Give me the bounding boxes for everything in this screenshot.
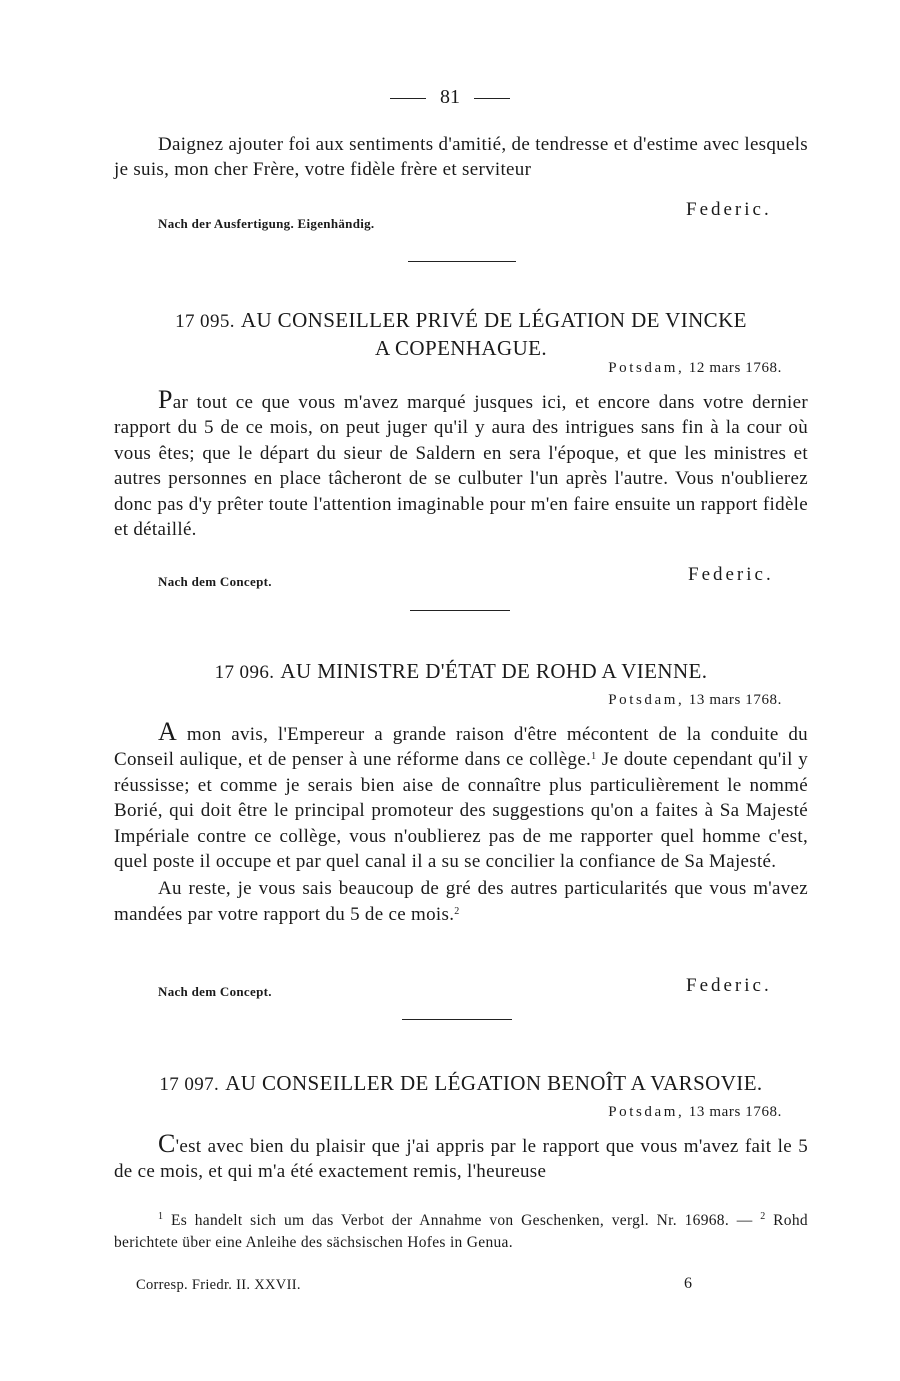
letter-recipient-place: A COPENHAGUE. [374, 336, 548, 360]
signature-mark: Corresp. Friedr. II. XXVII. [136, 1277, 301, 1293]
closing-paragraph [114, 132, 808, 183]
footnote-ref-1: 1 [591, 751, 597, 763]
letter-body-17097 [114, 1131, 808, 1185]
letter-number: 17 095. [175, 311, 235, 332]
signature-17095: Federic. [688, 564, 774, 585]
closing-text: Daignez ajouter foi aux sentiments d'amitié, de tendresse et d'estime avec lesquels je suis, mon cher Frère, votre fidèle frère et serviteur [114, 134, 808, 181]
letter-heading-17096 [114, 658, 808, 686]
footnote-2: Rohd berichtete über eine Anleihe des sächsischen Hofes in Genua. [114, 1212, 808, 1251]
footnote-marker-2: 2 [760, 1211, 766, 1222]
footnotes [114, 1210, 808, 1254]
head-dash-right [474, 98, 510, 99]
letter-body-17096 [114, 719, 808, 927]
letter-body-17095 [114, 387, 808, 542]
dropcap: C [158, 1129, 176, 1158]
footnote-separator: — [736, 1212, 753, 1229]
paragraph-text: Au reste, je vous sais beaucoup de gré des autres particularités que vous m'avez mandées par votre rapport du 5 de ce mois. [114, 878, 808, 925]
footnote-ref-2: 2 [454, 905, 460, 917]
dropcap: A [158, 717, 178, 746]
footnote-1: Es handelt sich um das Verbot der Annahme von Geschenken, vergl. Nr. 16968. [170, 1212, 730, 1229]
dateline-date: 13 mars 1768. [688, 692, 782, 708]
source-note-17095: Nach dem Concept. [158, 574, 272, 589]
letter-recipient: AU MINISTRE D'ÉTAT DE ROHD A VIENNE. [280, 659, 708, 683]
running-head [0, 86, 900, 109]
body-paragraph-2 [114, 876, 808, 927]
separator-rule-2 [410, 610, 510, 611]
letter-number: 17 097. [159, 1074, 220, 1095]
closing-signature: Federic. [686, 199, 772, 220]
dateline-place: Potsdam, [608, 692, 685, 708]
dateline-place: Potsdam, [608, 1104, 685, 1120]
footnote-marker-1: 1 [158, 1211, 164, 1222]
letter-number: 17 096. [214, 662, 275, 683]
head-dash-left [390, 98, 426, 99]
separator-rule-3 [402, 1019, 512, 1020]
paragraph-text: Je doute cependant qu'il y réussisse; et comme je serais bien aise de connaître plus particulièrement le nommé Borié, qui doit être le principal promoteur des suggestions qu'on a faites à Sa Majesté Impériale contre ce collège, vous n'oublierez pas de me rapporter quel homme c'est, quel poste il occupe et par quel canal il a su se concilier la confiance de Sa Majesté. [114, 749, 808, 873]
letter-recipient: AU CONSEILLER PRIVÉ DE LÉGATION DE VINCKE [240, 308, 747, 332]
letter-recipient: AU CONSEILLER DE LÉGATION BENOÎT A VARSOVIE. [225, 1071, 763, 1095]
source-note-17096: Nach dem Concept. [158, 984, 272, 999]
separator-rule-1 [408, 261, 516, 262]
dateline-place: Potsdam, [608, 360, 685, 376]
body-paragraph-1 [114, 719, 808, 874]
body-paragraph: 'est avec bien du plaisir que j'ai appris par le rapport que vous m'avez fait le 5 de ce mois, et qui m'a été exactement remis, l'heureuse [114, 1136, 808, 1183]
letter-heading-17097 [114, 1070, 808, 1098]
dateline-date: 13 mars 1768. [688, 1104, 782, 1120]
letter-heading-17095 [114, 307, 808, 361]
dateline-date: 12 mars 1768. [688, 360, 782, 376]
dateline-17095 [608, 360, 782, 377]
dropcap: P [158, 385, 173, 414]
dateline-17096 [608, 692, 782, 709]
body-paragraph: ar tout ce que vous m'avez marqué jusques ici, et encore dans votre dernier rapport du 5 de ce mois, on peut juger qu'il y aura des intrigues sans fin à la cour où vous êtes; que le départ du sieur de Saldern en sera l'époque, et que les ministres et autres personnes en place tâcheront de se culbuter l'un après l'autre. Vous n'oublierez donc pas d'y prêter toute l'attention imaginable pour m'en faire ensuite un rapport fidèle et détaillé. [114, 392, 808, 541]
sheet-number: 6 [684, 1275, 692, 1292]
signature-17096: Federic. [686, 975, 772, 996]
page-number: 81 [440, 86, 460, 108]
closing-source-note: Nach der Ausfertigung. Eigenhändig. [158, 216, 375, 231]
dateline-17097 [608, 1104, 782, 1121]
paragraph-text: mon avis, l'Empereur a grande raison d'être mécontent de la conduite du Conseil aulique, et de penser à une réforme dans ce collège. [114, 724, 808, 771]
